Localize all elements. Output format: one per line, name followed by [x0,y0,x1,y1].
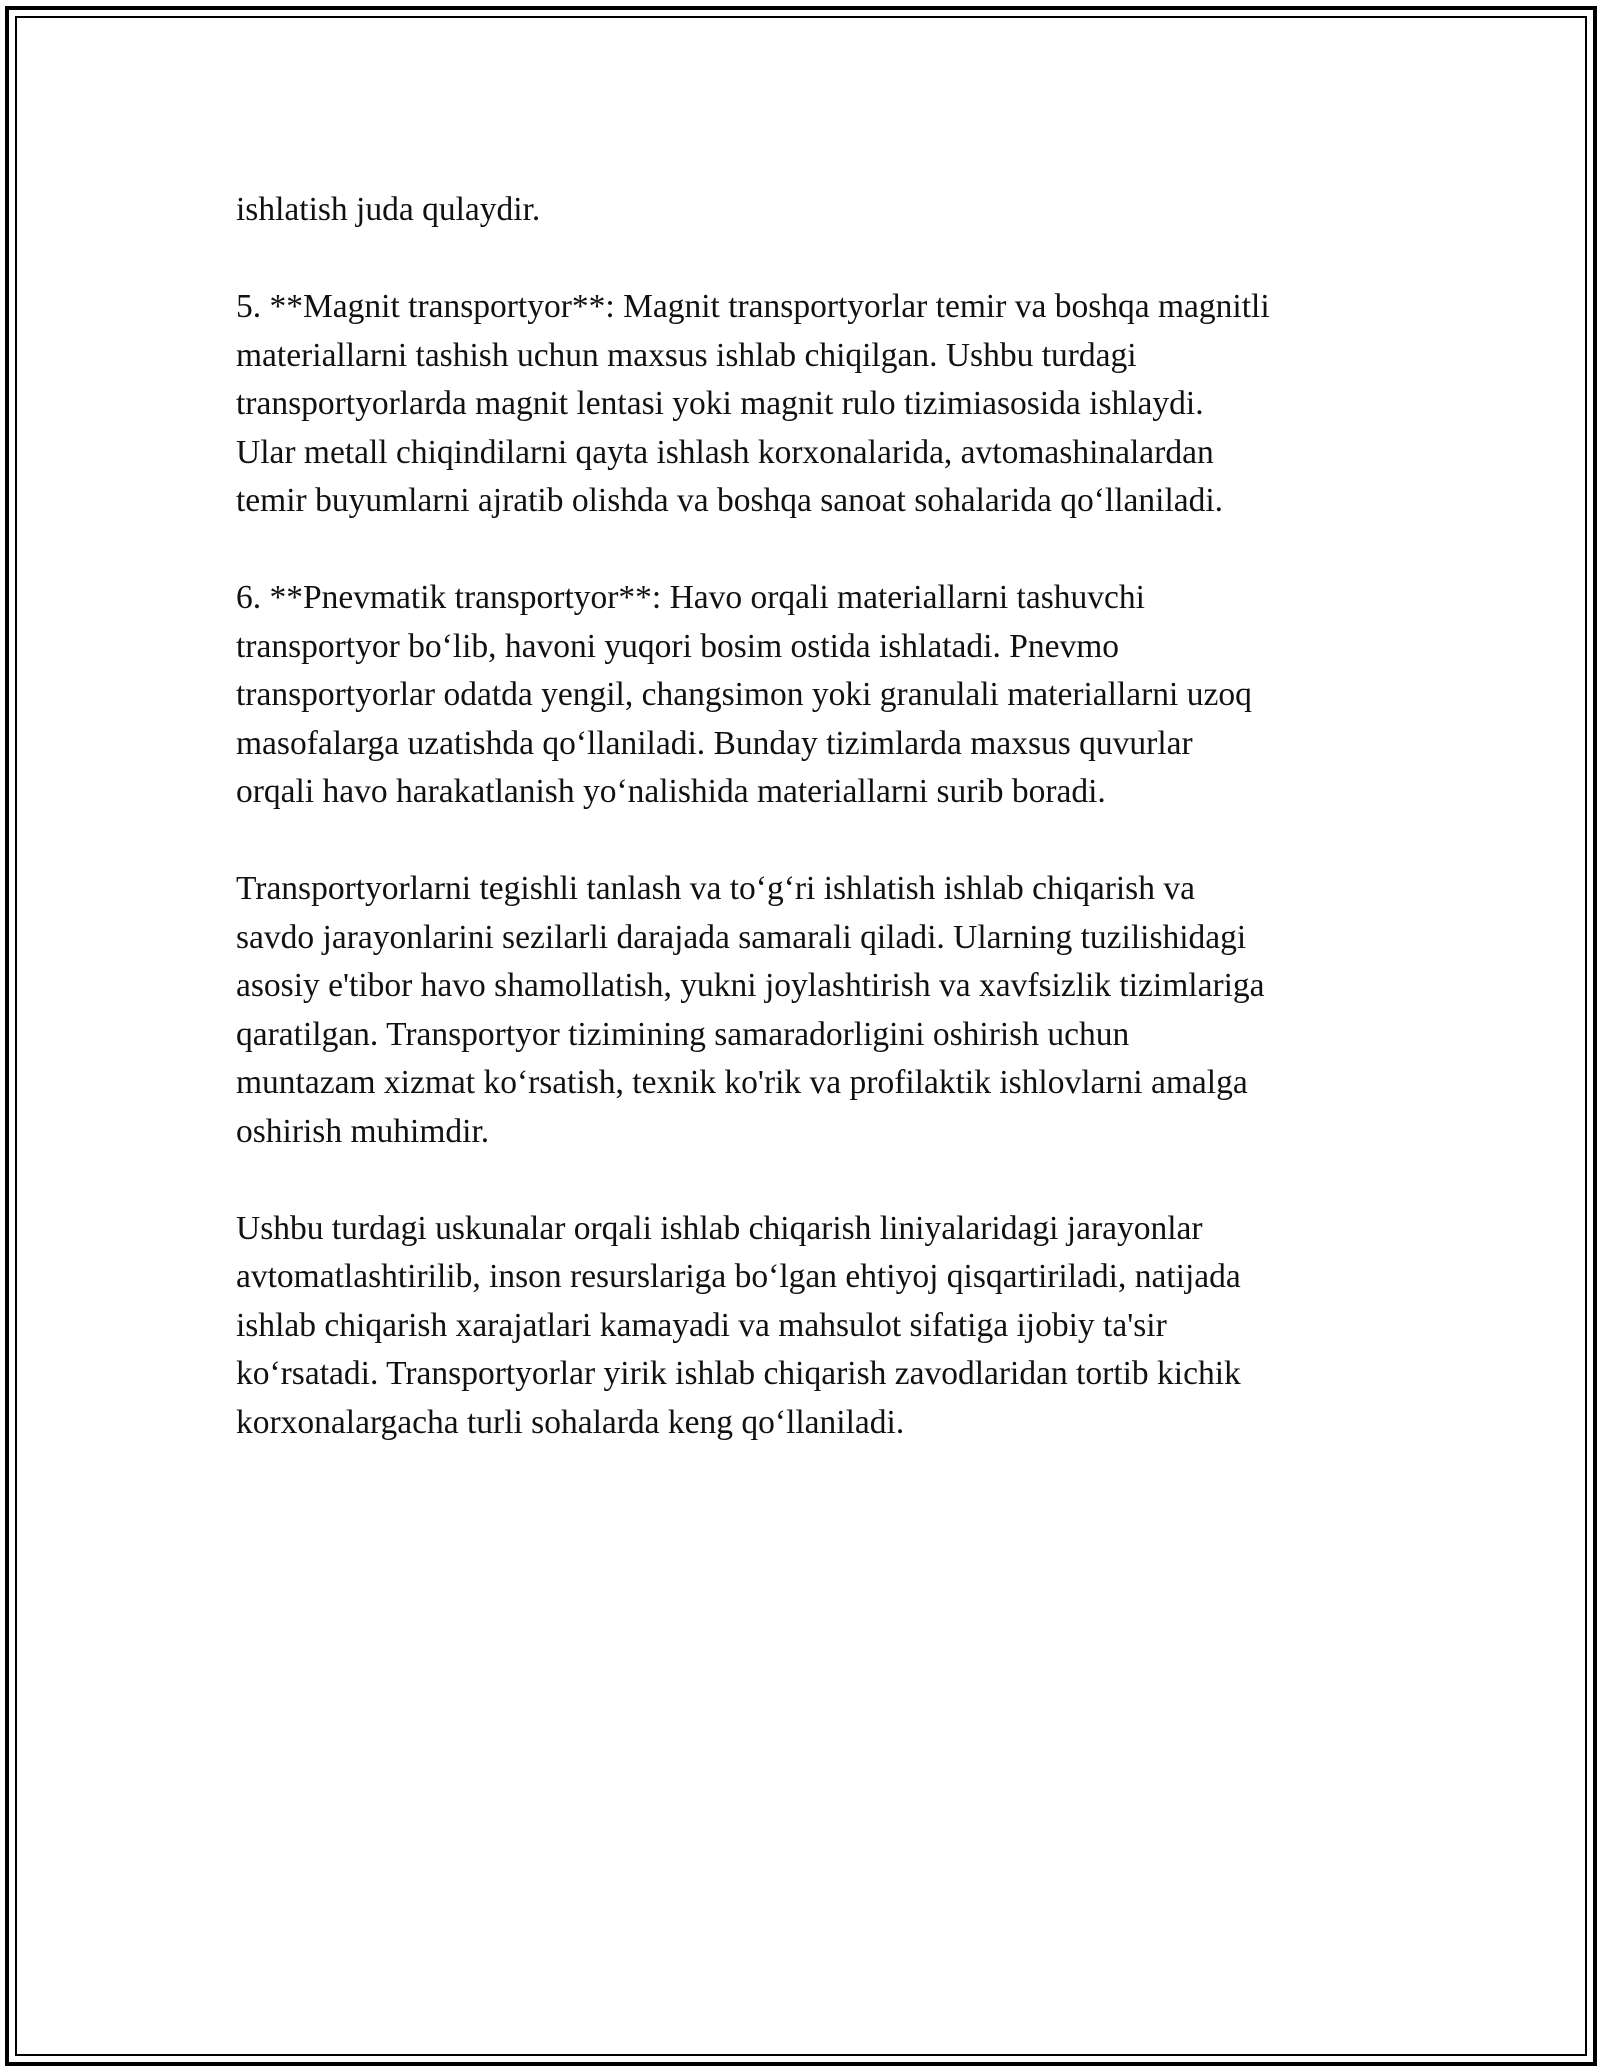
paragraph-continuation: ishlatish juda qulaydir. [236,191,541,228]
paragraph-transportyor-tanlash: Transportyorlarni tegishli tanlash va to‘g‘ri ishlatish ishlab chiqarish va savdo jarayonlarini sezilarli darajada samarali qiladi. Ularning tuzilishidagi asosiy e'tibor havo shamollatish, yukni joylashtirish va xavfsizlik tizimlariga qaratilgan. Transportyor tizimining samaradorligini oshirish uchun muntazam xizmat ko‘rsatish, texnik ko'rik va profilaktik ishlovlarni amalga oshirish muhimdir. [236,870,1265,1150]
paragraph-pnevmatik-transportyor: 6. **Pnevmatik transportyor**: Havo orqali materiallarni tashuvchi transportyor bo‘lib, havoni yuqori bosim ostida ishlatadi. Pnevmo transportyorlar odatda yengil, changsimon yoki granulali materiallarni uzoq masofalarga uzatishda qo‘llaniladi. Bunday tizimlarda maxsus quvurlar orqali havo harakatlanish yo‘nalishida materiallarni surib boradi. [236,579,1252,810]
paragraph-uskunalar: Ushbu turdagi uskunalar orqali ishlab chiqarish liniyalaridagi jarayonlar avtomatlashtirilib, inson resurslariga bo‘lgan ehtiyoj qisqartiriladi, natijada ishlab chiqarish xarajatlari kamayadi va mahsulot sifatiga ijobiy ta'sir ko‘rsatadi. Transportyorlar yirik ishlab chiqarish zavodlaridan tortib kichik korxonalargacha turli sohalarda keng qo‘llaniladi. [236,1209,1241,1441]
paragraph-magnit-transportyor: 5. **Magnit transportyor**: Magnit transportyorlar temir va boshqa magnitli materiallarni tashish uchun maxsus ishlab chiqilgan. Ushbu turdagi transportyorlarda magnit lentasi yoki magnit rulo tizimiasosida ishlaydi. Ular metall chiqindilarni qayta ishlash korxonalarida, avtomashinalardan temir buyumlarni ajratib olishda va boshqa sanoat sohalarida qo‘llaniladi. [236,288,1270,519]
document-body [236,186,1376,1447]
